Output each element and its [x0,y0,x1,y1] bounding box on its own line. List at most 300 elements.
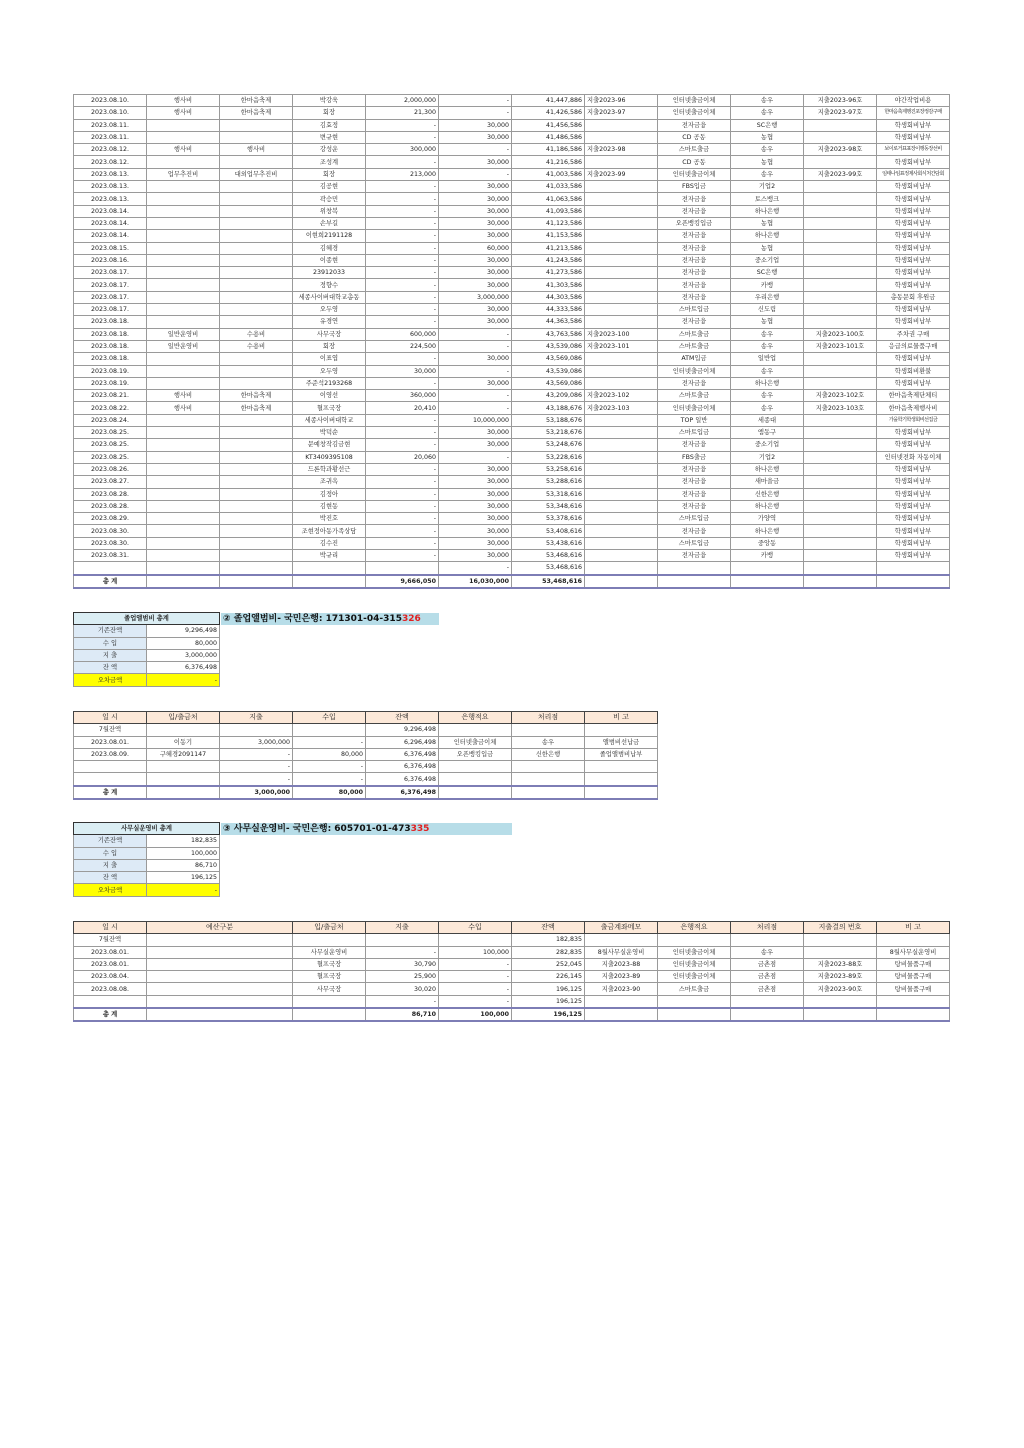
memo-cell [585,193,658,205]
branch-cell: SC은행 [731,119,804,131]
total-row [74,1008,950,1021]
balance-cell: 41,186,586 [512,144,585,156]
income-cell: 30,000 [439,353,512,365]
balance-cell: 53,408,616 [512,525,585,537]
expense-cell: - [366,291,439,303]
balance-cell: 41,213,586 [512,242,585,254]
balance-cell: 182,835 [512,934,585,946]
voucher-cell [804,439,877,451]
income-cell: 30,000 [439,377,512,389]
empty-cell [439,786,512,799]
category-cell [147,316,220,328]
date-cell: 2023.08.01. [74,946,147,958]
date-cell [74,761,147,773]
income-cell: - [293,736,366,748]
category-cell [147,439,220,451]
summary-row: 기존잔액 182,835 [74,835,220,847]
bank-method-cell: 전자금융 [658,205,731,217]
column-header: 잔액 [366,712,439,724]
balance-cell: 43,539,086 [512,365,585,377]
memo-cell [585,279,658,291]
note-cell: 학생회비납부 [877,193,950,205]
note-cell [877,995,950,1008]
bank-method-cell [658,562,731,575]
branch-cell: 카뱅 [731,549,804,561]
voucher-cell [804,934,877,946]
income-cell: 60,000 [439,242,512,254]
memo-cell [585,205,658,217]
expense-cell: - [366,230,439,242]
memo-cell [585,156,658,168]
payee-cell: 김혜경 [293,242,366,254]
expense-cell [366,562,439,575]
income-cell: - [439,402,512,414]
empty-cell [877,575,950,588]
category-cell [147,513,220,525]
main-ledger-table [73,94,950,589]
subcategory-cell [220,439,293,451]
expense-cell: 3,000,000 [220,736,293,748]
income-cell: - [439,107,512,119]
income-cell: 30,000 [439,439,512,451]
empty-cell [147,575,220,588]
branch-cell: 가양역 [731,513,804,525]
payee-cell: 손부길 [293,217,366,229]
voucher-cell [804,995,877,1008]
subcategory-cell [220,181,293,193]
total-balance: 6,376,498 [366,786,439,799]
expense-cell: - [366,119,439,131]
expense-cell: 2,000,000 [366,95,439,107]
payee-cell: 박강욱 [293,95,366,107]
note-cell: 임태나임표정제사회식처간담회 [877,168,950,180]
album-banner-text: ② 졸업앨범비- 국민은행: 171301-04-315 [223,614,402,624]
bank-method-cell [658,934,731,946]
party-cell: 사무실운영비 [293,946,366,958]
bank-method-cell: 인터넷출금이체 [439,736,512,748]
memo-cell: 지출2023-88 [585,958,658,970]
column-header: 지출 [366,922,439,934]
balance-cell: 6,296,498 [366,736,439,748]
column-header: 은행적요 [658,922,731,934]
memo-cell [585,525,658,537]
income-cell: 30,000 [439,525,512,537]
note-cell: 학생회비납부 [877,513,950,525]
subcategory-cell: 수용비 [220,328,293,340]
date-cell: 2023.08.13. [74,181,147,193]
date-cell: 2023.08.14. [74,217,147,229]
bank-method-cell: 스마트출금 [658,340,731,352]
empty-cell [293,575,366,588]
voucher-cell: 지출2023-100호 [804,328,877,340]
expense-cell: - [366,427,439,439]
voucher-cell: 지출2023-103호 [804,402,877,414]
category-cell [147,353,220,365]
table-row [74,773,658,786]
note-cell: 학생회비납부 [877,230,950,242]
note-cell: 총동문회 후원금 [877,291,950,303]
income-cell [439,934,512,946]
table-row [74,316,950,328]
office-ledger-body [74,934,950,1022]
subcategory-cell [220,537,293,549]
balance-cell: 53,468,616 [512,562,585,575]
note-cell: 한마음축제단체티 [877,390,950,402]
subcategory-cell [220,427,293,439]
branch-cell: 우리은행 [731,291,804,303]
expense-cell: - [366,377,439,389]
income-cell: - [439,958,512,970]
branch-cell [731,562,804,575]
total-income: 80,000 [293,786,366,799]
balance-cell: 41,243,586 [512,254,585,266]
total-label: 총 계 [74,1008,147,1021]
note-cell: 학생회비납부 [877,181,950,193]
category-cell: 행사비 [147,95,220,107]
column-header: 예산구분 [147,922,293,934]
note-cell: 학생회비납부 [877,476,950,488]
memo-cell: 지출2023-89 [585,971,658,983]
summary-row: 수 입 80,000 [74,637,220,649]
budget-category-cell [147,946,293,958]
note-cell: 학생회비납부 [877,205,950,217]
payee-cell: 사무국장 [293,328,366,340]
payee-cell: 김효정 [293,119,366,131]
voucher-cell [804,946,877,958]
category-cell [147,500,220,512]
payee-cell: KT3409395108 [293,451,366,463]
category-cell: 일반운영비 [147,340,220,352]
balance-cell: 41,063,586 [512,193,585,205]
office-banner-red: 335 [410,824,430,834]
note-cell: 주차권 구매 [877,328,950,340]
voucher-cell [804,119,877,131]
empty-cell [877,1008,950,1021]
table-row [74,500,950,512]
diff-row: 오차금액 - [74,674,220,686]
voucher-cell [804,254,877,266]
voucher-cell: 지출2023-99호 [804,168,877,180]
note-cell: 학생회비환불 [877,365,950,377]
balance-cell: 53,348,616 [512,500,585,512]
column-header: 비 고 [585,712,658,724]
branch-cell: 농협 [731,316,804,328]
office-ledger-table [73,921,950,1022]
subcategory-cell [220,217,293,229]
branch-cell: 농협 [731,242,804,254]
bank-method-cell: CD 공동 [658,131,731,143]
table-row [74,414,950,426]
subcategory-cell: 한마음축제 [220,390,293,402]
voucher-cell [804,562,877,575]
date-cell: 2023.08.08. [74,983,147,995]
party-cell: 사무국장 [293,983,366,995]
income-cell: 30,000 [439,193,512,205]
category-cell [147,267,220,279]
income-cell: 30,000 [439,500,512,512]
balance-cell: 53,468,616 [512,549,585,561]
income-cell: - [439,390,512,402]
subcategory-cell [220,279,293,291]
bank-method-cell [658,995,731,1008]
summary-row: 지 출 3,000,000 [74,649,220,661]
bank-method-cell: 인터넷출금이체 [658,95,731,107]
expense-cell: 25,900 [366,971,439,983]
expense-cell: 20,060 [366,451,439,463]
expense-cell: 21,300 [366,107,439,119]
bank-method-cell: 전자금융 [658,500,731,512]
total-expense: 9,666,050 [366,575,439,588]
voucher-cell [804,500,877,512]
date-cell: 2023.08.01. [74,736,147,748]
income-cell: 30,000 [439,549,512,561]
branch-cell: 하나은행 [731,463,804,475]
expense-cell: - [366,242,439,254]
memo-cell [585,353,658,365]
memo-cell [585,230,658,242]
income-cell: - [439,340,512,352]
note-cell: 학생회비납부 [877,304,950,316]
category-cell [147,365,220,377]
note-cell: 탕비물품구매 [877,983,950,995]
balance-cell: 44,363,586 [512,316,585,328]
subcategory-cell [220,562,293,575]
balance-cell: 41,153,586 [512,230,585,242]
empty-cell [658,575,731,588]
balance-cell: 53,218,676 [512,427,585,439]
voucher-cell [804,353,877,365]
table-row [74,340,950,352]
expense-cell: - [366,131,439,143]
payee-cell: 오두영 [293,304,366,316]
expense-cell: - [366,316,439,328]
subcategory-cell [220,242,293,254]
table-row [74,390,950,402]
total-row [74,575,950,588]
note-cell: 학생회비납부 [877,254,950,266]
subcategory-cell [220,230,293,242]
voucher-cell [804,365,877,377]
total-label: 총 계 [74,575,147,588]
table-row [74,95,950,107]
balance-cell: 282,835 [512,946,585,958]
bank-method-cell: 스마트출금 [658,328,731,340]
bank-method-cell: 스마트입금 [658,537,731,549]
empty-cell [731,1008,804,1021]
bank-method-cell: 스마트출금 [658,144,731,156]
column-header: 입/출금처 [147,712,220,724]
empty-cell [585,786,658,799]
category-cell [147,451,220,463]
date-cell: 2023.08.11. [74,131,147,143]
table-row [74,107,950,119]
note-cell: 학생회비납부 [877,525,950,537]
voucher-cell [804,476,877,488]
date-cell: 2023.08.29. [74,513,147,525]
voucher-cell [804,304,877,316]
memo-cell [585,377,658,389]
summary-row: 기존잔액 9,296,498 [74,625,220,637]
date-cell: 2023.08.22. [74,402,147,414]
subcategory-cell [220,254,293,266]
income-cell: - [439,562,512,575]
payee-cell: 이종현 [293,254,366,266]
category-cell [147,427,220,439]
balance-cell: 43,569,086 [512,353,585,365]
bank-method-cell: 전자금융 [658,267,731,279]
branch-cell: 하나은행 [731,230,804,242]
bank-method-cell: 전자금융 [658,316,731,328]
payee-cell: 주준석2193268 [293,377,366,389]
expense-cell: 224,500 [366,340,439,352]
note-cell: 학생회비납부 [877,217,950,229]
income-cell: - [293,773,366,786]
branch-cell: 하나은행 [731,525,804,537]
note-cell: 학생회비납부 [877,549,950,561]
voucher-cell: 지출2023-102호 [804,390,877,402]
income-cell: - [439,971,512,983]
voucher-cell: 지출2023-88호 [804,958,877,970]
subcategory-cell [220,549,293,561]
category-cell [147,414,220,426]
memo-cell: 지출2023-97 [585,107,658,119]
income-cell: - [439,144,512,156]
expense-cell: - [366,537,439,549]
table-row [74,144,950,156]
category-cell [147,549,220,561]
column-header: 은행적요 [439,712,512,724]
payee-cell: 이영선 [293,390,366,402]
income-cell: - [439,995,512,1008]
subcategory-cell: 한마음축제 [220,402,293,414]
income-cell: 100,000 [439,946,512,958]
note-cell: 한마음축제행진포장정감구매 [877,107,950,119]
album-summary-title: 졸업앨범비 총계 [74,613,220,625]
balance-cell: 196,125 [512,983,585,995]
balance-cell: 43,569,086 [512,377,585,389]
voucher-cell [804,377,877,389]
voucher-cell [804,525,877,537]
date-cell: 2023.08.30. [74,525,147,537]
main-ledger-body [74,95,950,588]
date-cell: 2023.08.25. [74,439,147,451]
income-cell: 3,000,000 [439,291,512,303]
bank-method-cell: FBS출금 [658,451,731,463]
expense-cell: - [366,156,439,168]
table-row [74,736,658,748]
empty-cell [293,1008,366,1021]
category-cell: 행사비 [147,402,220,414]
expense-cell: - [366,254,439,266]
column-header: 처리점 [512,712,585,724]
empty-cell [147,1008,293,1021]
branch-cell: 카뱅 [731,279,804,291]
note-cell: 학생회비납부 [877,427,950,439]
table-row [74,353,950,365]
category-cell: 행사비 [147,390,220,402]
table-row [74,439,950,451]
voucher-cell [804,549,877,561]
voucher-cell [804,451,877,463]
table-row [74,971,950,983]
memo-cell: 지출2023-103 [585,402,658,414]
bank-method-cell: 인터넷출금이체 [658,107,731,119]
table-row [74,488,950,500]
bank-method-cell: 스마트출금 [658,983,731,995]
date-cell [74,995,147,1008]
income-cell: 30,000 [439,181,512,193]
bank-method-cell: 인터넷출금이체 [658,365,731,377]
branch-cell: SC은행 [731,267,804,279]
note-cell: 학생회비납부 [877,353,950,365]
bank-method-cell: 전자금융 [658,463,731,475]
expense-cell: - [366,549,439,561]
memo-cell [585,463,658,475]
payee-cell: 문예창작김금현 [293,439,366,451]
note-cell: 응급의료물품구매 [877,340,950,352]
column-header: 잔액 [512,922,585,934]
subcategory-cell [220,353,293,365]
subcategory-cell: 행사비 [220,144,293,156]
subcategory-cell [220,463,293,475]
branch-cell: 농협 [731,217,804,229]
expense-cell: 20,410 [366,402,439,414]
expense-cell: - [366,476,439,488]
subcategory-cell: 대외업무추진비 [220,168,293,180]
note-cell: 학생회비납부 [877,316,950,328]
payee-cell: 김수진 [293,537,366,549]
expense-cell: - [366,946,439,958]
branch-cell [512,761,585,773]
expense-cell: - [366,193,439,205]
bank-method-cell: 전자금융 [658,279,731,291]
expense-cell: 30,790 [366,958,439,970]
note-cell [585,773,658,786]
bank-method-cell: TOP 일반 [658,414,731,426]
note-cell: 학생회비납부 [877,279,950,291]
branch-cell: 세종대 [731,414,804,426]
date-cell: 2023.08.18. [74,353,147,365]
income-cell: 30,000 [439,427,512,439]
date-cell: 2023.08.17. [74,267,147,279]
subcategory-cell [220,525,293,537]
date-cell: 2023.08.18. [74,316,147,328]
empty-cell [731,575,804,588]
note-cell: 앨범비선납금 [585,736,658,748]
note-cell: 학생회비납부 [877,377,950,389]
income-cell [293,724,366,736]
subcategory-cell [220,205,293,217]
date-cell: 2023.08.15. [74,242,147,254]
column-header: 입/출금처 [293,922,366,934]
category-cell: 행사비 [147,107,220,119]
memo-cell [585,513,658,525]
payee-cell: 회장 [293,340,366,352]
payee-cell: 이현희2191128 [293,230,366,242]
expense-cell: - [366,353,439,365]
bank-method-cell: 전자금융 [658,377,731,389]
expense-cell: - [220,773,293,786]
album-banner-red: 326 [401,614,421,624]
bank-method-cell: CD 공동 [658,156,731,168]
budget-category-cell [147,983,293,995]
expense-cell [220,724,293,736]
table-row [74,205,950,217]
income-cell: - [439,168,512,180]
branch-cell: 토스뱅크 [731,193,804,205]
bank-method-cell: 오픈뱅킹입금 [439,748,512,760]
memo-cell [585,476,658,488]
